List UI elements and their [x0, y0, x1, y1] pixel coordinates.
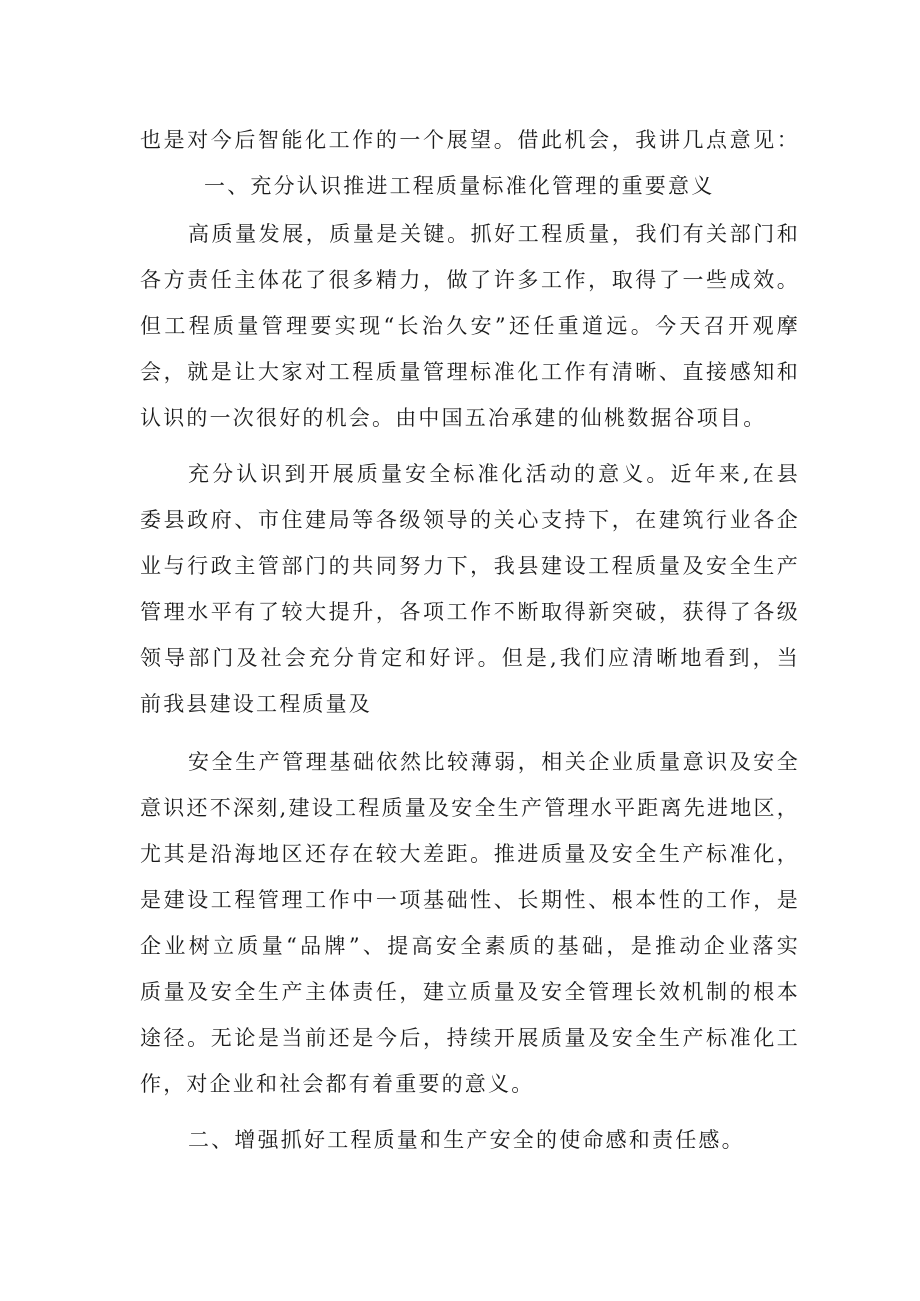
paragraph-line: 作，对企业和社会都有着重要的意义。	[140, 1072, 535, 1096]
paragraph-line: 领导部门及社会充分肯定和好评。但是,我们应清晰地看到，当	[140, 646, 800, 670]
paragraph-line: 管理水平有了较大提升，各项工作不断取得新突破，获得了各级	[140, 600, 800, 624]
section-heading-2: 二、增强抓好工程质量和生产安全的使命感和责任感。	[188, 1128, 745, 1152]
paragraph-line: 企业树立质量“品牌”、提高安全素质的基础，是推动企业落实	[140, 934, 800, 958]
paragraph-line: 是建设工程管理工作中一项基础性、长期性、根本性的工作，是	[140, 888, 800, 912]
paragraph-line: 质量及安全生产主体责任，建立质量及安全管理长效机制的根本	[140, 980, 800, 1004]
paragraph-line: 但工程质量管理要实现“长治久安”还任重道远。今天召开观摩	[140, 314, 800, 338]
paragraph-line: 各方责任主体花了很多精力，做了许多工作，取得了一些成效。	[140, 268, 800, 292]
paragraph-line: 高质量发展，质量是关键。抓好工程质量，我们有关部门和	[188, 222, 800, 246]
paragraph-line: 途径。无论是当前还是今后，持续开展质量及安全生产标准化工	[140, 1026, 800, 1050]
paragraph-line: 尤其是沿海地区还存在较大差距。推进质量及安全生产标准化，	[140, 842, 800, 866]
paragraph-line: 充分认识到开展质量安全标准化活动的意义。近年来,在县	[188, 462, 800, 486]
section-heading-1: 一、充分认识推进工程质量标准化管理的重要意义	[204, 174, 715, 198]
paragraph-line: 也是对今后智能化工作的一个展望。借此机会，我讲几点意见：	[140, 128, 800, 152]
paragraph-line: 会，就是让大家对工程质量管理标准化工作有清晰、直接感知和	[140, 360, 800, 384]
paragraph-line: 前我县建设工程质量及	[140, 692, 372, 716]
paragraph-line: 业与行政主管部门的共同努力下，我县建设工程质量及安全生产	[140, 554, 800, 578]
paragraph-line: 认识的一次很好的机会。由中国五冶承建的仙桃数据谷项目。	[140, 406, 767, 430]
paragraph-line: 委县政府、市住建局等各级领导的关心支持下，在建筑行业各企	[140, 508, 800, 532]
paragraph-line: 安全生产管理基础依然比较薄弱，相关企业质量意识及安全	[188, 750, 800, 774]
paragraph-line: 意识还不深刻,建设工程质量及安全生产管理水平距离先进地区，	[140, 796, 800, 820]
